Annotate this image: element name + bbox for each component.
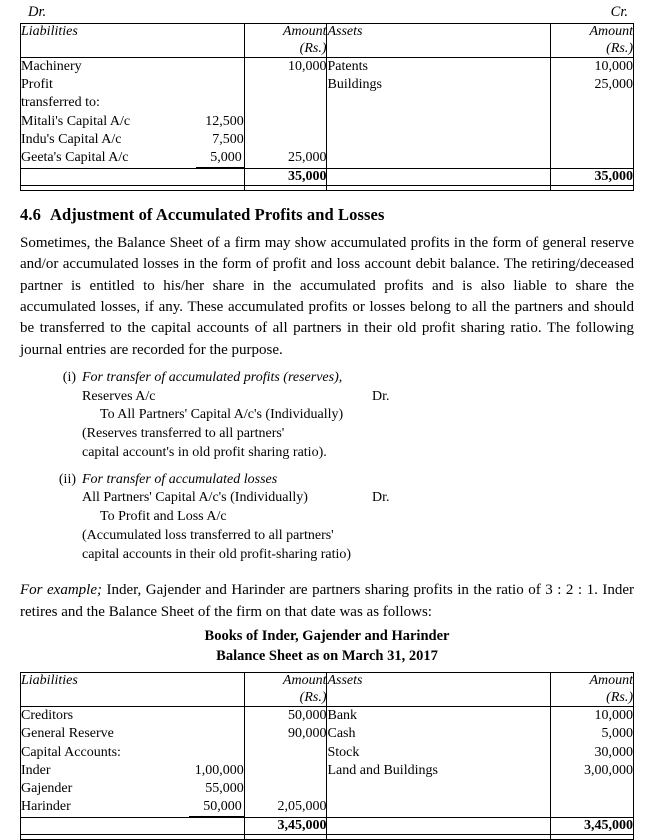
amount-value bbox=[245, 113, 327, 131]
table-body-row bbox=[21, 58, 634, 169]
list-item bbox=[21, 707, 244, 725]
entry-line bbox=[82, 489, 634, 508]
cr-label: Cr. bbox=[610, 4, 628, 20]
entry-marker: (ii) bbox=[58, 471, 76, 487]
liability-label: Creditors bbox=[21, 708, 74, 724]
liability-figure: 50,000 bbox=[189, 798, 244, 817]
entry-line-text: (Accumulated loss transferred to all partners' bbox=[82, 527, 334, 543]
journal-entry-2 bbox=[54, 471, 634, 565]
entry-line-text: To All Partners' Capital A/c's (Individually) bbox=[100, 407, 344, 423]
entry-line-dr: Dr. bbox=[372, 490, 390, 506]
rule-cell bbox=[244, 835, 327, 840]
amount-value: 50,000 bbox=[287, 708, 327, 724]
entry-line bbox=[100, 508, 634, 527]
entry-heading: For transfer of accumulated profits (reserves), bbox=[82, 369, 343, 385]
list-item bbox=[21, 58, 244, 76]
total-blank-cell bbox=[327, 818, 551, 835]
header-amount-right-line1: Amount bbox=[589, 24, 633, 39]
total-blank-cell bbox=[21, 169, 245, 186]
header-assets: Assets bbox=[327, 673, 551, 707]
table-total-row bbox=[21, 818, 634, 835]
amount-value: 2,05,000 bbox=[277, 799, 327, 815]
header-amount-left-line2: (Rs.) bbox=[299, 689, 327, 705]
entry-line bbox=[82, 425, 634, 444]
amount-value: 10,000 bbox=[594, 59, 633, 75]
list-item bbox=[21, 780, 244, 798]
list-item bbox=[21, 725, 244, 743]
header-liabilities: Liabilities bbox=[21, 24, 245, 58]
entry-line bbox=[82, 444, 634, 463]
liability-label: Geeta's Capital A/c bbox=[21, 149, 129, 165]
header-amount-left bbox=[244, 673, 327, 707]
liability-label: Profit bbox=[21, 77, 53, 93]
balance-sheet-title-line1: Books of Inder, Gajender and Harinder bbox=[204, 628, 450, 645]
list-item bbox=[21, 76, 244, 94]
section-title: Adjustment of Accumulated Profits and Losses bbox=[49, 205, 385, 225]
amount-value bbox=[245, 76, 327, 94]
total-right: 35,000 bbox=[551, 169, 634, 186]
assets-amount-column bbox=[551, 58, 634, 169]
list-item bbox=[21, 762, 244, 780]
entry-line bbox=[82, 546, 634, 565]
liability-label: Indu's Capital A/c bbox=[21, 131, 122, 147]
entry-line-text: All Partners' Capital A/c's (Individually) bbox=[82, 490, 308, 506]
table-double-rule-row bbox=[21, 186, 634, 191]
liability-figure: 5,000 bbox=[196, 149, 244, 168]
liabilities-amount-column bbox=[244, 707, 327, 818]
entry-line bbox=[82, 527, 634, 546]
amount-value: 90,000 bbox=[287, 726, 327, 742]
entry-line-text: To Profit and Loss A/c bbox=[100, 509, 227, 525]
dr-label: Dr. bbox=[28, 4, 47, 20]
asset-label: Bank bbox=[327, 708, 358, 724]
header-amount-left bbox=[244, 24, 327, 58]
asset-label: Cash bbox=[327, 726, 356, 742]
entry-heading-row bbox=[54, 471, 634, 490]
asset-label: Stock bbox=[327, 744, 360, 760]
rule-cell bbox=[551, 186, 634, 191]
liability-figure: 55,000 bbox=[205, 780, 244, 796]
liability-figure: 7,500 bbox=[212, 131, 244, 147]
header-amount-right bbox=[551, 673, 634, 707]
liability-label: Mitali's Capital A/c bbox=[21, 113, 131, 129]
liability-label: Machinery bbox=[21, 59, 82, 75]
dr-cr-line bbox=[20, 4, 634, 23]
balance-sheet-table bbox=[20, 672, 634, 840]
amount-value bbox=[245, 131, 327, 149]
assets-column bbox=[327, 707, 551, 818]
liability-label: Gajender bbox=[21, 780, 73, 796]
entry-line-text: capital account's in old profit sharing ratio). bbox=[82, 444, 327, 460]
rule-cell bbox=[21, 835, 245, 840]
amount-value: 10,000 bbox=[287, 59, 327, 75]
list-item bbox=[21, 94, 244, 112]
liability-label: Inder bbox=[21, 762, 51, 778]
rule-cell bbox=[327, 835, 551, 840]
ledger-table-top bbox=[20, 23, 634, 191]
amount-value: 3,00,000 bbox=[584, 762, 633, 778]
assets-amount-column bbox=[551, 707, 634, 818]
liability-figure: 12,500 bbox=[205, 113, 244, 129]
table-header-row bbox=[21, 673, 634, 707]
liability-figure: 1,00,000 bbox=[194, 762, 244, 778]
liability-label: transferred to: bbox=[21, 95, 100, 111]
amount-value: 25,000 bbox=[287, 149, 327, 165]
header-amount-right-line2: (Rs.) bbox=[606, 40, 633, 56]
rule-cell bbox=[327, 186, 551, 191]
entry-line bbox=[82, 388, 634, 407]
entry-marker: (i) bbox=[62, 369, 76, 385]
rule-cell bbox=[244, 186, 327, 191]
table-body-row bbox=[21, 707, 634, 818]
total-left: 3,45,000 bbox=[244, 818, 327, 835]
assets-column bbox=[327, 58, 551, 169]
list-item bbox=[21, 131, 244, 149]
asset-label: Land and Buildings bbox=[327, 762, 438, 778]
entry-line-text: Reserves A/c bbox=[82, 388, 156, 404]
header-amount-left-line1: Amount bbox=[282, 24, 327, 39]
list-item bbox=[21, 113, 244, 131]
amount-value bbox=[245, 744, 327, 762]
asset-label: Patents bbox=[327, 59, 368, 75]
liabilities-column bbox=[21, 707, 245, 818]
header-amount-right bbox=[551, 24, 634, 58]
rule-cell bbox=[21, 186, 245, 191]
section-paragraph: Sometimes, the Balance Sheet of a firm may show accumulated profits in the form of general reserve and/or accumulated losses in the form of profit and loss account debit balance. The retiring/deceased partner is entitled to his/her share in the accumulated profits and is also liable to share the accumulated losses, if any. These accumulated profits or losses belong to all the partners and should be transferred to the capital accounts of all partners in their old profit sharing ratio. The following journal entries are recorded for the purpose. bbox=[20, 235, 634, 358]
liability-label: Capital Accounts: bbox=[21, 744, 121, 760]
total-blank-cell bbox=[21, 818, 245, 835]
list-item bbox=[21, 798, 244, 817]
amount-value bbox=[245, 780, 327, 798]
liability-label: General Reserve bbox=[21, 726, 114, 742]
liabilities-amount-column bbox=[244, 58, 327, 169]
example-lead: For example; bbox=[20, 582, 102, 599]
section-heading bbox=[20, 205, 634, 225]
balance-sheet-title-line2: Balance Sheet as on March 31, 2017 bbox=[216, 647, 438, 664]
rule-cell bbox=[551, 835, 634, 840]
table-header-row bbox=[21, 24, 634, 58]
section-number: 4.6 bbox=[20, 205, 41, 225]
amount-value: 25,000 bbox=[594, 77, 633, 93]
header-liabilities: Liabilities bbox=[21, 673, 245, 707]
list-item bbox=[21, 744, 244, 762]
entry-line bbox=[100, 406, 634, 425]
total-right: 3,45,000 bbox=[551, 818, 634, 835]
entry-heading: For transfer of accumulated losses bbox=[82, 471, 278, 487]
header-amount-right-line1: Amount bbox=[589, 673, 633, 689]
example-text: Inder, Gajender and Harinder are partners sharing profits in the ratio of 3 : 2 : 1. Inder retires and the Balance Sheet of the firm on that date was as follows: bbox=[20, 582, 634, 620]
amount-value bbox=[245, 762, 327, 780]
amount-value: 30,000 bbox=[594, 744, 633, 760]
amount-value: 5,000 bbox=[601, 726, 633, 742]
balance-sheet-title bbox=[20, 627, 634, 666]
header-assets: Assets bbox=[327, 24, 551, 58]
header-amount-right-line2: (Rs.) bbox=[606, 689, 633, 705]
list-item bbox=[21, 149, 244, 168]
amount-value bbox=[245, 94, 327, 112]
header-amount-left-line1: Amount bbox=[282, 673, 327, 689]
entry-line-text: (Reserves transferred to all partners' bbox=[82, 426, 285, 442]
liability-label: Harinder bbox=[21, 799, 71, 815]
total-blank-cell bbox=[327, 169, 551, 186]
journal-entry-1 bbox=[54, 369, 634, 463]
total-left: 35,000 bbox=[244, 169, 327, 186]
entry-heading-row bbox=[54, 369, 634, 388]
amount-value: 10,000 bbox=[594, 708, 633, 724]
table-total-row bbox=[21, 169, 634, 186]
entry-line-text: capital accounts in their old profit-sharing ratio) bbox=[82, 546, 352, 562]
liabilities-column bbox=[21, 58, 245, 169]
table-double-rule-row bbox=[21, 835, 634, 840]
header-amount-left-line2: (Rs.) bbox=[299, 40, 327, 56]
example-paragraph bbox=[20, 580, 634, 623]
asset-label: Buildings bbox=[327, 77, 382, 93]
entry-line-dr: Dr. bbox=[372, 388, 390, 404]
